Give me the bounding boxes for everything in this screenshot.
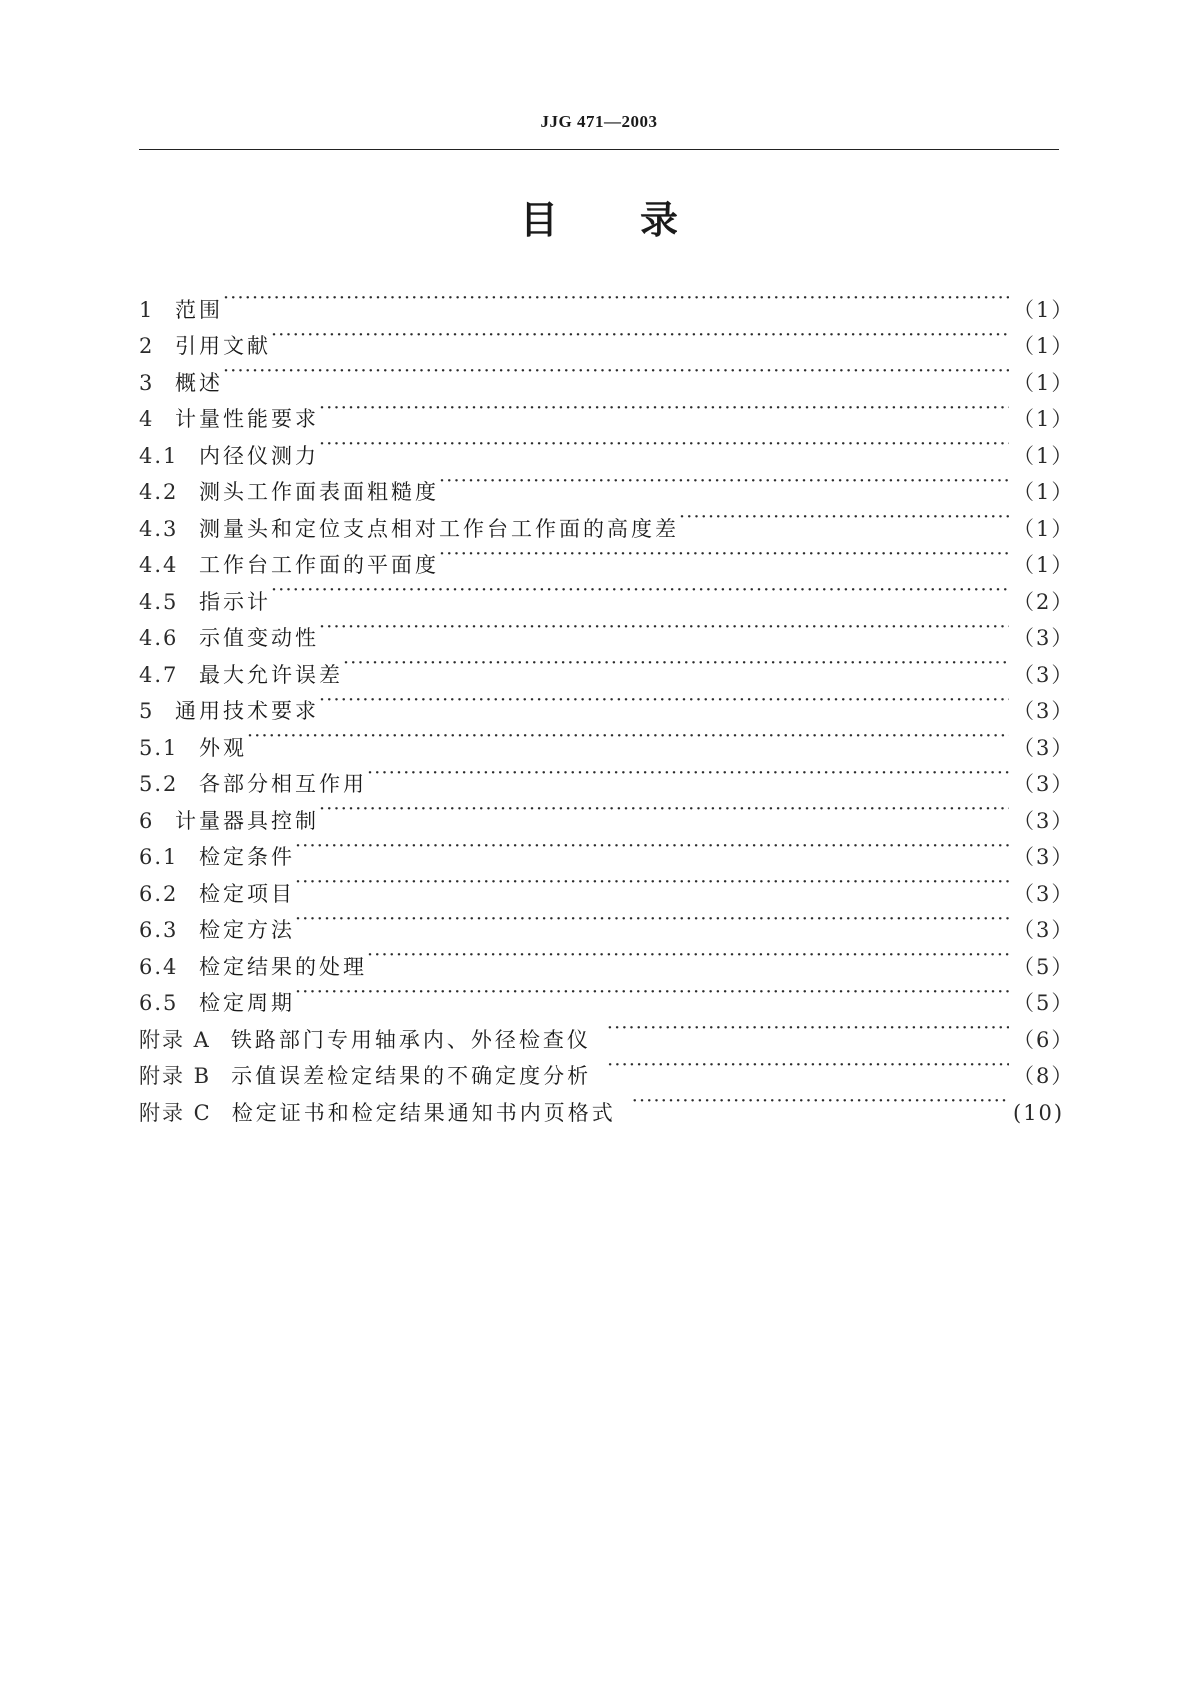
toc-entry-number: 4 [139,407,155,431]
toc-entry-label: 检定周期 [199,991,295,1015]
toc-entry[interactable] [139,353,1075,395]
dot-leader [295,864,1009,901]
toc-entry-page: （3） [1013,918,1075,942]
toc-entry-label: 检定方法 [199,918,295,942]
toc-entry[interactable] [139,280,1075,322]
toc-entry-page: (10) [1013,1100,1065,1125]
dot-leader [295,974,1009,1011]
toc-entry-number: 6.5 [139,991,179,1015]
toc-entry-page: （2） [1013,589,1075,614]
toc-entry-label: 最大允许误差 [199,662,343,687]
dot-leader [439,463,1009,500]
toc-entry-label: 指示计 [199,589,271,614]
toc-entry-label: 示值变动性 [199,626,319,650]
toc-entry[interactable] [139,609,1075,650]
toc-entry-number: 6.4 [139,954,179,979]
toc-entry-page: （1） [1013,334,1075,358]
toc-entry[interactable] [139,572,1075,614]
toc-entry-label: 计量器具控制 [175,808,319,833]
toc-entry-page: （3） [1013,735,1075,760]
toc-entry-page: （1） [1013,407,1075,431]
toc-entry-label: 概述 [175,370,223,395]
toc-entry-page: （8） [1013,1064,1075,1088]
toc-entry-number: 6.1 [139,845,179,869]
toc-entry-label: 铁路部门专用轴承内、外径检查仪 [230,1027,591,1052]
dot-leader [439,536,1009,573]
toc-entry-label: 内径仪测力 [199,443,319,468]
dot-leader [295,901,1009,938]
dot-leader [319,791,1009,828]
toc-entry-page: （3） [1013,845,1075,869]
toc-entry-label: 检定证书和检定结果通知书内页格式 [231,1100,616,1125]
toc-entry-number: 4.2 [139,480,179,504]
toc-title [139,196,1059,244]
toc-entry-number: 5 [139,699,155,723]
toc-entry-page: （3） [1013,699,1075,723]
toc-entry[interactable] [139,317,1075,358]
dot-leader [632,1083,1009,1120]
toc-title-part1: 目 [519,198,558,242]
dot-leader [271,317,1009,354]
toc-entry-label: 外观 [199,735,247,760]
dot-leader [319,426,1009,463]
toc-entry-label: 检定条件 [199,845,295,869]
dot-leader [319,609,1009,646]
toc-entry-label: 检定结果的处理 [199,954,367,979]
toc-entry-page: （3） [1013,881,1075,906]
toc-entry-number: 4.6 [139,626,179,650]
toc-entry-number: 附录 C [139,1100,212,1125]
toc-entry-label: 测量头和定位支点相对工作台工作面的高度差 [199,516,679,541]
dot-leader [319,682,1009,719]
dot-leader [319,390,1009,427]
toc-entry-label: 示值误差检定结果的不确定度分析 [231,1064,592,1088]
toc-entry-number: 6.2 [139,881,179,906]
toc-entry[interactable] [139,718,1075,760]
toc-entry-number: 5.2 [139,772,179,796]
toc-entry-number: 1 [139,297,155,322]
dot-leader [223,353,1009,390]
toc-entry-page: （1） [1013,443,1075,468]
toc-entry-page: （3） [1013,808,1075,833]
toc-entry-number: 附录 B [139,1064,212,1088]
toc-entry[interactable] [139,390,1075,431]
toc-entry-page: （1） [1013,297,1075,322]
toc-entry-number: 2 [139,334,155,358]
toc-entry-page: （1） [1013,370,1075,395]
toc-entry-number: 5.1 [139,735,179,760]
toc-entry-label: 范围 [175,297,223,322]
toc-entry-page: （3） [1013,626,1075,650]
toc-entry-number: 4.7 [139,662,179,687]
toc-entry-number: 4.3 [139,516,179,541]
toc-entry-number: 6 [139,808,155,833]
toc-entry-number: 6.3 [139,918,179,942]
dot-leader [247,718,1009,755]
dot-leader [679,499,1009,536]
document-code-header: JJG 471—2003 [540,112,658,131]
dot-leader [367,755,1009,792]
toc-entry-page: （1） [1013,553,1075,577]
toc-entry-page: （5） [1013,991,1075,1015]
dot-leader [607,1047,1009,1084]
dot-leader [271,572,1009,609]
dot-leader [295,828,1009,865]
toc-entry-page: （3） [1013,662,1075,687]
dot-leader [367,937,1009,974]
toc-entry[interactable] [139,755,1075,796]
toc-entry-label: 测头工作面表面粗糙度 [199,480,439,504]
toc-title-part2: 录 [640,198,679,242]
toc-entry-label: 各部分相互作用 [199,772,367,796]
toc-entry-label: 工作台工作面的平面度 [199,553,439,577]
dot-leader [343,645,1009,682]
toc-entry-label: 引用文献 [175,334,271,358]
toc-entry-number: 4.5 [139,589,179,614]
dot-leader [607,1010,1009,1047]
toc-entry-page: （1） [1013,516,1075,541]
toc-entry-page: （6） [1013,1027,1075,1052]
dot-leader [223,280,1009,317]
toc-entry-label: 检定项目 [199,881,295,906]
toc-entry-page: （3） [1013,772,1075,796]
table-of-contents [139,280,1075,1125]
toc-entry-number: 4.1 [139,443,179,468]
toc-entry-label: 计量性能要求 [175,407,319,431]
toc-entry-number: 3 [139,370,155,395]
toc-entry-label: 通用技术要求 [175,699,319,723]
toc-entry-page: （5） [1013,954,1075,979]
header-rule [139,149,1059,150]
toc-entry-number: 4.4 [139,553,179,577]
toc-entry-number: 附录 A [139,1027,211,1052]
toc-entry-page: （1） [1013,480,1075,504]
